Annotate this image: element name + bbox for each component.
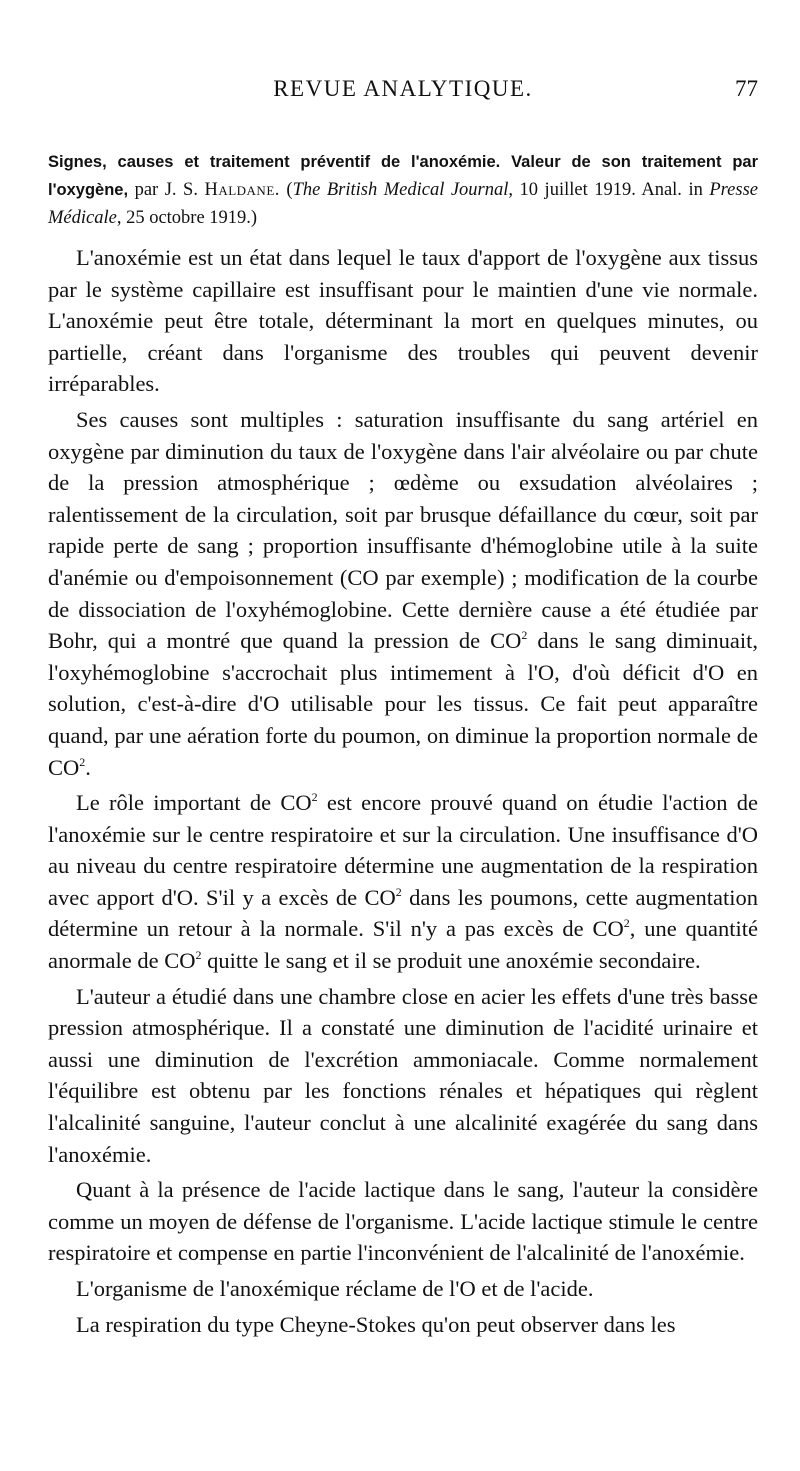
byline: par J. S. — [134, 180, 198, 200]
text-run: La respiration du type Cheyne-Stokes qu'on peut observer dans les — [76, 1311, 676, 1337]
superscript: 2 — [623, 916, 630, 931]
paragraph — [48, 1174, 758, 1269]
text-run: L'organisme de l'anoxémique réclame de l'O et de l'acide. — [76, 1276, 594, 1301]
superscript: 2 — [311, 790, 318, 805]
superscript: 2 — [79, 754, 86, 769]
paragraph — [48, 242, 758, 400]
paragraph — [48, 787, 758, 977]
text-run: L'auteur a étudié dans une chambre close en acier les effets d'une très basse pression atmosphérique. Il a constaté une diminution de l'acidité urinaire et aussi une diminution de l'excrétion ammoniacale. Comme normalement l'équilibre est obtenu par les fonctions rénales et hépatiques qui règlent l'alcalinité sanguine, l'auteur conclut à une alcalinité exagérée du sang dans l'anoxémie. — [48, 983, 758, 1167]
page-number: 77 — [735, 76, 758, 101]
article-body — [48, 242, 758, 1340]
article-title: Signes, causes et traitement préventif de l'anoxémie. Valeur de son traitement par l'oxygène, — [48, 153, 758, 199]
text-run: quitte le sang et il se produit une anoxémie secondaire. — [201, 948, 701, 974]
text-run: L'anoxémie est un état dans lequel le taux d'apport de l'oxygène aux tissus par le système capillaire est insuffisant pour le maintien d'une vie normale. L'anoxémie peut être totale, déterminant la mort en quelques minutes, ou partielle, créant dans l'organisme des troubles qui peuvent devenir irréparables. — [48, 245, 758, 397]
running-title: REVUE ANALYTIQUE. — [273, 76, 533, 101]
text-run: dans les poumons, cette augmentation détermine un retour à la normale. S'il n'y a pas excès de CO — [48, 884, 758, 942]
article-heading — [48, 148, 758, 232]
review-name: Presse Médicale — [48, 180, 758, 228]
source-open: ( — [286, 180, 293, 200]
text-run: . — [85, 754, 91, 780]
author-name: Haldane. — [204, 180, 280, 200]
superscript: 2 — [195, 948, 202, 963]
text-run: dans le sang diminuait, l'oxyhémoglobine s'accrochait plus intimement à l'O, d'où déficit d'O en solution, c'est-à-dire d'O utilisable pour les tissus. Ce fait peut apparaître quand, par une aération forte du poumon, on diminue la proportion normale de CO — [48, 628, 759, 780]
journal-name: The British Medical Journal — [292, 180, 509, 200]
review-date: , 25 octobre 1919.) — [116, 208, 258, 228]
text-run: Quant à la présence de l'acide lactique dans le sang, l'auteur la considère comme un moyen de défense de l'organisme. L'acide lactique stimule le centre respiratoire et compense en partie l'inconvénient de l'alcalinité de l'anoxémie. — [48, 1177, 758, 1266]
text-run: Le rôle important de CO — [76, 790, 312, 816]
paragraph — [48, 1273, 758, 1305]
paragraph — [48, 981, 758, 1171]
page-header — [48, 76, 758, 106]
superscript: 2 — [521, 628, 528, 643]
text-run: , une quantité anormale de CO — [48, 916, 758, 974]
text-run: Ses causes sont multiples : saturation insuffisante du sang artériel en oxygène par diminution du taux de l'oxygène dans l'air alvéolaire ou par chute de la pression atmosphérique ; œdème ou exsudation alvéolaires ; ralentissement de la circulation, soit par brusque défaillance du cœur, soit par rapide perte de sang ; proportion insuffisante d'hémoglobine utile à la suite d'anémie ou d'empoisonnement (CO par exemple) ; modification de la courbe de dissociation de l'oxyhémoglobine. Cette dernière cause a été étudiée par Bohr, qui a montré que quand la pression de CO — [48, 406, 758, 654]
text-run: est encore prouvé quand on étudie l'action de l'anoxémie sur le centre respiratoire et sur la circulation. Une insuffisance d'O au niveau du centre respiratoire détermine une augmentation de la respiration avec apport d'O. S'il y a excès de CO — [48, 790, 758, 910]
superscript: 2 — [395, 884, 402, 899]
journal-date: , 10 juillet 1919. Anal. in — [508, 180, 703, 200]
paragraph — [48, 1309, 758, 1341]
paragraph — [48, 404, 758, 783]
